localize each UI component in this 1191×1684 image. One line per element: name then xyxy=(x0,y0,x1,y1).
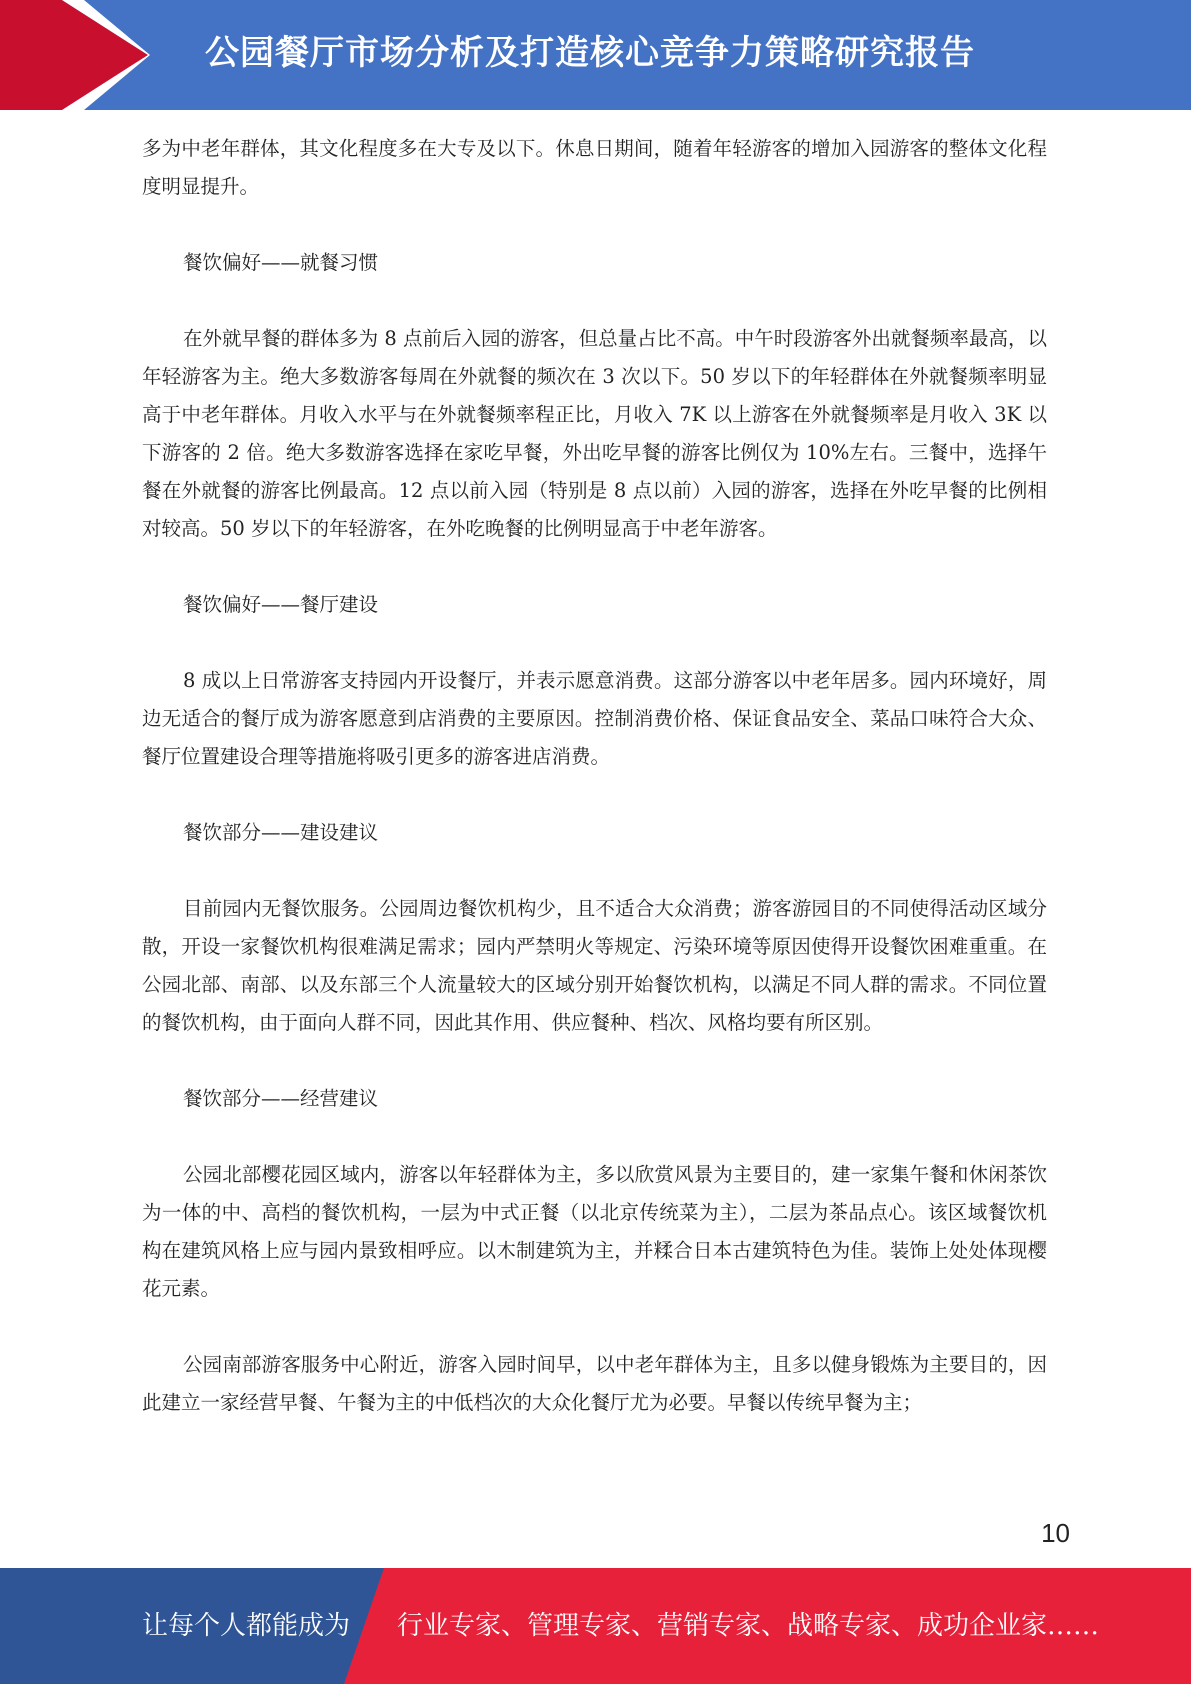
footer-slogan-left: 让每个人都能成为 xyxy=(142,1611,351,1641)
document-title: 公园餐厅市场分析及打造核心竞争力策略研究报告 xyxy=(205,33,975,73)
header-arrow-decoration xyxy=(0,0,160,110)
paragraph: 8 成以上日常游客支持园内开设餐厅，并表示愿意消费。这部分游客以中老年居多。园内环境好，周边无适合的餐厅成为游客愿意到店消费的主要原因。控制消费价格、保证食品安全、菜品口味符合大众、餐厅位置建设合理等措施将吸引更多的游客进店消费。 xyxy=(142,669,1047,768)
section-heading: 餐饮部分——经营建议 xyxy=(183,1087,379,1110)
page-number: 10 xyxy=(1041,1518,1070,1548)
paragraph: 多为中老年群体，其文化程度多在大专及以下。休息日期间，随着年轻游客的增加入园游客的整体文化程度明显提升。 xyxy=(142,137,1047,198)
section-heading: 餐饮部分——建设建议 xyxy=(183,821,379,844)
footer-slogan-right: 行业专家、管理专家、营销专家、战略专家、成功企业家…… xyxy=(397,1611,1100,1641)
header-banner xyxy=(0,0,1191,110)
header-red-chevron xyxy=(0,0,148,110)
paragraph: 公园北部樱花园区域内，游客以年轻群体为主，多以欣赏风景为主要目的，建一家集午餐和休闲茶饮为一体的中、高档的餐饮机构，一层为中式正餐（以北京传统菜为主），二层为茶品点心。该区域餐饮机构在建筑风格上应与园内景致相呼应。以木制建筑为主，并糅合日本古建筑特色为佳。装饰上处处体现樱花元素。 xyxy=(142,1163,1047,1300)
paragraph: 公园南部游客服务中心附近，游客入园时间早，以中老年群体为主，且多以健身锻炼为主要目的，因此建立一家经营早餐、午餐为主的中低档次的大众化餐厅尤为必要。早餐以传统早餐为主； xyxy=(142,1353,1047,1414)
paragraph: 目前园内无餐饮服务。公园周边餐饮机构少，且不适合大众消费；游客游园目的不同使得活动区域分散，开设一家餐饮机构很难满足需求；园内严禁明火等规定、污染环境等原因使得开设餐饮困难重重。在公园北部、南部、以及东部三个人流量较大的区域分别开始餐饮机构，以满足不同人群的需求。不同位置的餐饮机构，由于面向人群不同，因此其作用、供应餐种、档次、风格均要有所区别。 xyxy=(142,897,1047,1034)
footer-banner xyxy=(0,1568,1191,1684)
section-heading: 餐饮偏好——就餐习惯 xyxy=(183,251,379,274)
paragraph: 在外就早餐的群体多为 8 点前后入园的游客，但总量占比不高。中午时段游客外出就餐频率最高，以年轻游客为主。绝大多数游客每周在外就餐的频次在 3 次以下。50 岁以下的年轻群体在外就餐频率明显高于中老年群体。月收入水平与在外就餐频率程正比，月收入 7K 以上游客在外就餐频率是月收入 3K 以下游客的 2 倍。绝大多数游客选择在家吃早餐，外出吃早餐的游客比例仅为 10%左右。三餐中，选择午餐在外就餐的游客比例最高。12 点以前入园（特别是 8 点以前）入园的游客，选择在外吃早餐的比例相对较高。50 岁以下的年轻游客，在外吃晚餐的比例明显高于中老年游客。 xyxy=(142,327,1047,540)
section-heading: 餐饮偏好——餐厅建设 xyxy=(183,593,379,616)
document-body xyxy=(142,130,1047,1422)
